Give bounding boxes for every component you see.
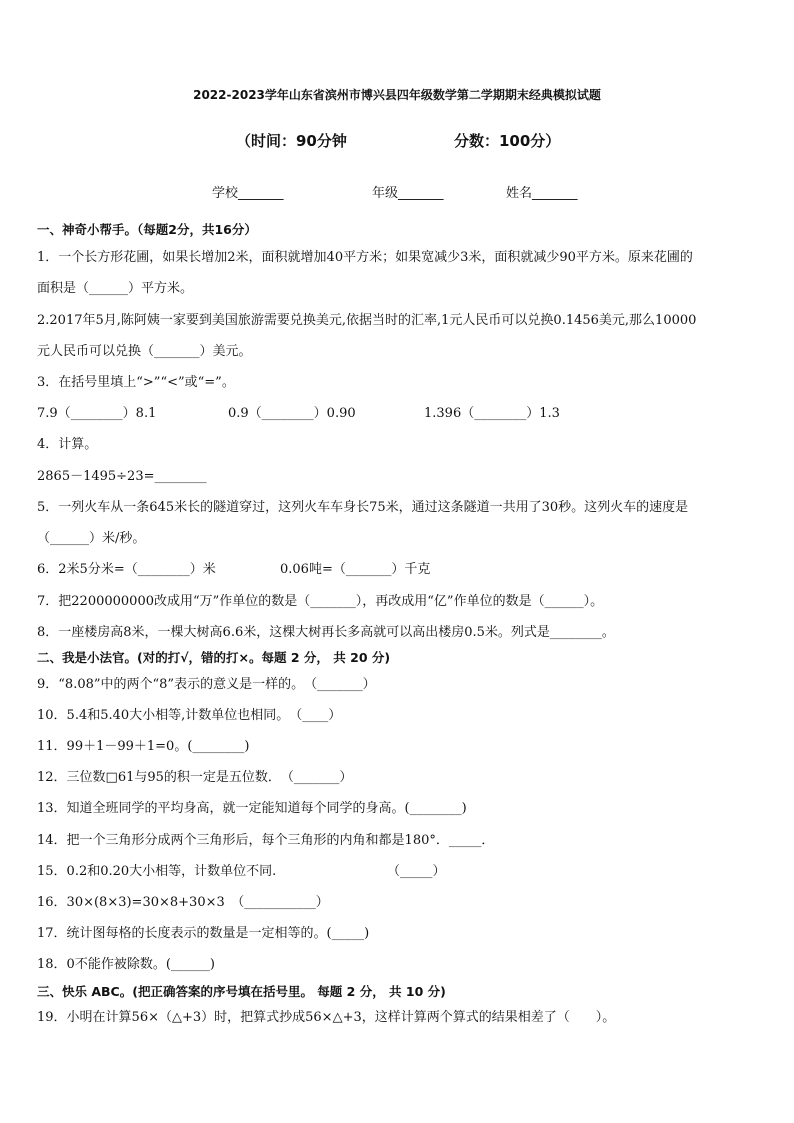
- question-1-line-2: 面积是（______）平方米。: [37, 281, 194, 296]
- question-4: 4．计算。: [37, 437, 98, 452]
- section-2-heading: 二、我是小法官。(对的打√，错的打×。每题 2 分， 共 20 分): [37, 650, 391, 665]
- exam-title: 2022-2023学年山东省滨州市博兴县四年级数学第二学期期末经典模拟试题: [193, 88, 601, 102]
- exam-time: （时间：90分钟: [236, 132, 347, 150]
- question-3-b: 0.9（________）0.90: [228, 406, 356, 421]
- section-1-heading: 一、神奇小帮手。（每题2分，共16分）: [37, 222, 257, 237]
- question-13: 13．知道全班同学的平均身高，就一定能知道每个同学的身高。(________): [37, 801, 467, 816]
- name-field[interactable]: 姓名_______: [506, 186, 578, 201]
- question-3-a: 7.9（________）8.1: [37, 406, 157, 421]
- question-16: 16．30×(8×3)=30×8+30×3 （___________）: [37, 895, 329, 910]
- question-7: 7．把2200000000改成用“万”作单位的数是（_______），再改成用“亿”作单位的数是（______）。: [37, 594, 604, 609]
- exam-score: 分数：100分）: [454, 132, 561, 150]
- question-3: 3．在括号里填上“>”“<”或“=”。: [37, 375, 235, 390]
- question-5-line-2: （______）米/秒。: [37, 531, 146, 546]
- question-18: 18．0不能作被除数。(______): [37, 957, 215, 972]
- grade-field[interactable]: 年级_______: [372, 186, 444, 201]
- question-2-line-1: 2.2017年5月,陈阿姨一家要到美国旅游需要兑换美元,依据当时的汇率,1元人民币可以兑换0.1456美元,那么10000: [37, 313, 697, 328]
- question-15-blank: （_____）: [387, 864, 446, 879]
- question-1-line-1: 1．一个长方形花圃，如果长增加2米，面积就增加40平方米；如果宽减少3米，面积就减少90平方米。原来花圃的: [37, 250, 693, 265]
- question-4-expression: 2865－1495÷23=________: [37, 469, 207, 484]
- question-8: 8．一座楼房高8米，一棵大树高6.6米，这棵大树再长多高就可以高出楼房0.5米。列式是________。: [37, 625, 615, 640]
- question-5-line-1: 5．一列火车从一条645米长的隧道穿过，这列火车车身长75米，通过这条隧道一共用了30秒。这列火车的速度是: [37, 500, 689, 515]
- question-2-line-2: 元人民币可以兑换（_______）美元。: [37, 344, 252, 359]
- question-3-c: 1.396（________）1.3: [424, 406, 560, 421]
- question-6-b: 0.06吨=（_______）千克: [280, 562, 431, 577]
- question-9: 9．“8.08”中的两个“8”表示的意义是一样的。 （_______）: [37, 677, 376, 692]
- question-15: [37, 864, 767, 880]
- question-12: 12．三位数□61与95的积一定是五位数． （_______）: [37, 770, 353, 785]
- section-3-heading: 三、快乐 ABC。(把正确答案的序号填在括号里。 每题 2 分， 共 10 分): [37, 984, 446, 999]
- question-19: 19．小明在计算56×（△+3）时，把算式抄成56×△+3，这样计算两个算式的结果相差了（ ）。: [37, 1010, 616, 1025]
- question-17: 17．统计图每格的长度表示的数量是一定相等的。(_____): [37, 926, 370, 941]
- question-15-text: 15．0.2和0.20大小相等，计数单位不同.: [37, 864, 277, 879]
- question-10: 10．5.4和5.40大小相等,计数单位也相同。 （____）: [37, 708, 342, 723]
- question-6-a: 6．2米5分米=（________）米: [37, 562, 216, 577]
- question-3-comparisons: [37, 406, 767, 422]
- question-11: 11．99＋1－99＋1=0。(________): [37, 739, 250, 754]
- school-field[interactable]: 学校_______: [212, 186, 284, 201]
- question-14: 14．把一个三角形分成两个三角形后，每个三角形的内角和都是180°．_____．: [37, 833, 495, 848]
- question-6: [37, 562, 767, 578]
